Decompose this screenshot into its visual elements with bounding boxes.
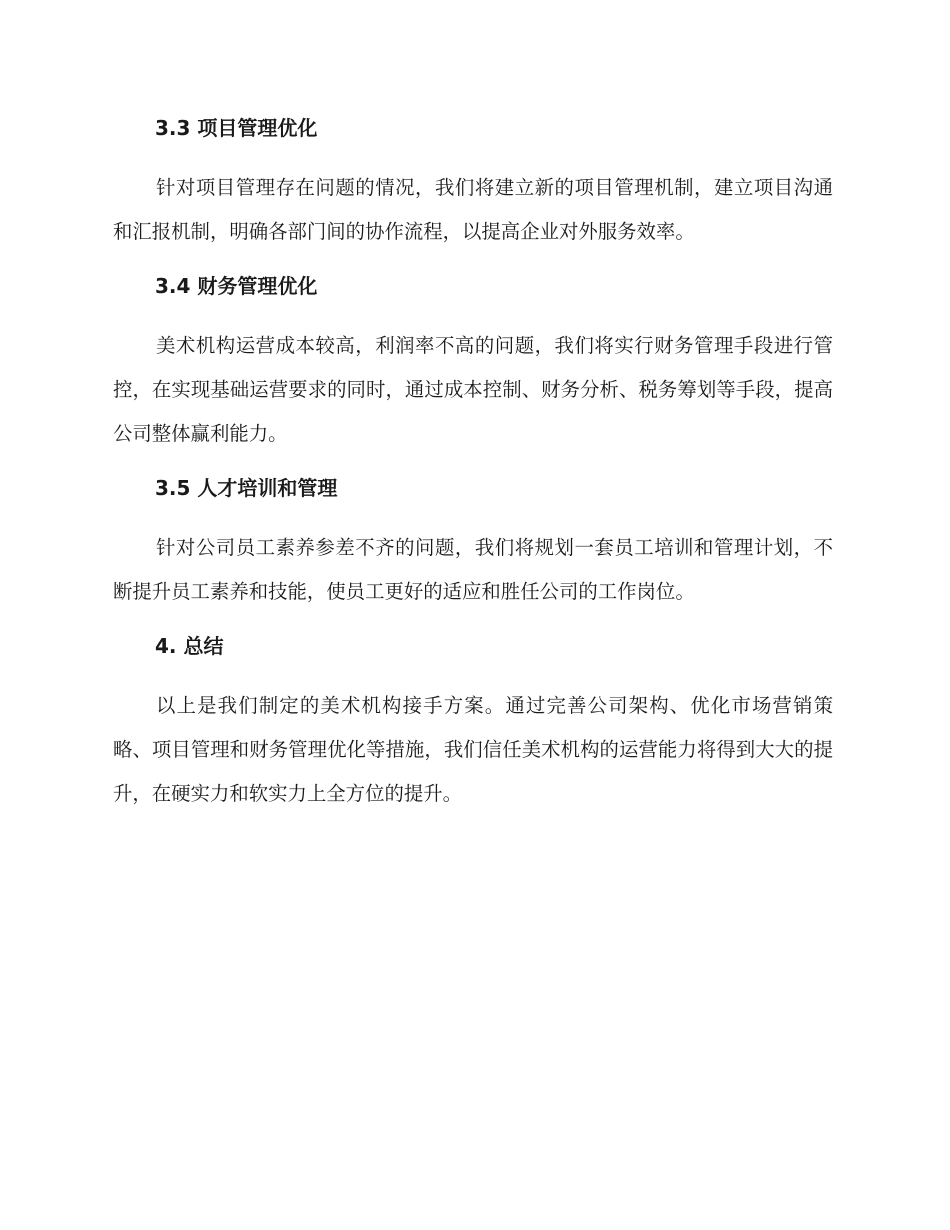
section-heading-3-5: 3.5 人才培训和管理 bbox=[155, 476, 338, 500]
section-paragraph-3-4: 美术机构运营成本较高，利润率不高的问题，我们将实行财务管理手段进行管控，在实现基础运营要求的同时，通过成本控制、财务分析、税务筹划等手段，提高公司整体赢利能力。 bbox=[113, 334, 833, 445]
document-body bbox=[113, 112, 833, 816]
section-heading-4: 4. 总结 bbox=[155, 634, 224, 658]
section-paragraph-3-3: 针对项目管理存在问题的情况，我们将建立新的项目管理机制，建立项目沟通和汇报机制，明确各部门间的协作流程，以提高企业对外服务效率。 bbox=[113, 176, 833, 243]
section-paragraph-3-5: 针对公司员工素养参差不齐的问题，我们将规划一套员工培训和管理计划，不断提升员工素养和技能，使员工更好的适应和胜任公司的工作岗位。 bbox=[113, 536, 833, 603]
section-paragraph-4: 以上是我们制定的美术机构接手方案。通过完善公司架构、优化市场营销策略、项目管理和财务管理优化等措施，我们信任美术机构的运营能力将得到大大的提升，在硬实力和软实力上全方位的提升。 bbox=[113, 694, 833, 805]
section-heading-3-3: 3.3 项目管理优化 bbox=[155, 116, 318, 140]
section-heading-3-4: 3.4 财务管理优化 bbox=[155, 274, 318, 298]
